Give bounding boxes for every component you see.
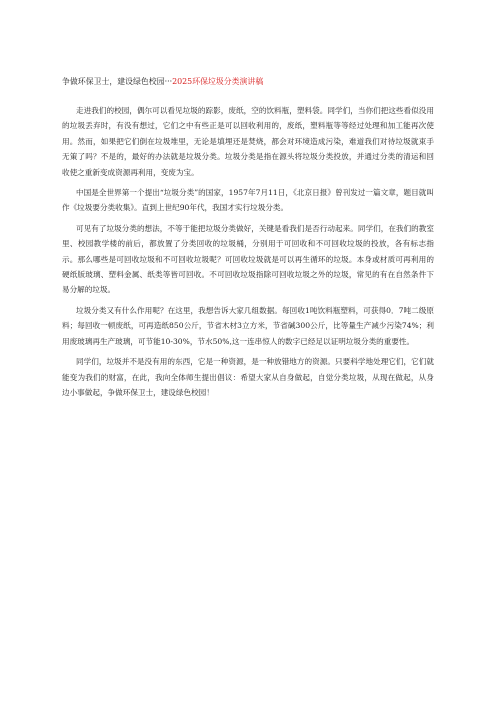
- title-highlight: 2025环保垃圾分类演讲稿: [172, 77, 264, 86]
- paragraph-intro: 走进我们的校园，偶尔可以看见垃圾的踪影，废纸，空的饮料瓶，塑料袋。同学们，当你们把这些看似没用的垃圾丢弃时，有没有想过，它们之中有些正是可以回收利用的，废纸，塑料瓶等等经过处理和加工能再次使用。然而，如果把它们倒在垃圾堆里，无论是填埋还是焚烧，都会对环境造成污染，难道我们对待垃圾就束手无策了吗？不是的，最好的办法就是垃圾分类。垃圾分类是指在源头将垃圾分类投放，并通过分类的清运和回收使之重新变成资源再利用，变废为宝。: [62, 106, 434, 177]
- document-title: [62, 76, 434, 88]
- document-page: [62, 76, 434, 405]
- title-prefix: 争做环保卫士，建设绿色校园···: [62, 77, 173, 86]
- paragraph-action: 可见有了垃圾分类的想法，不等于能把垃圾分类做好，关键是看我们是否行动起来。同学们，在我们的教室里、校园教学楼的前后，都放置了分类回收的垃圾桶，分别用于可回收和不可回收垃圾的投放，各有标志指示。那么哪些是可回收垃圾和不可回收垃圾呢？可回收垃圾就是可以再生循环的垃圾。本身或材质可再利用的硬纸版玻璃、塑料金属、纸类等皆可回收。不可回收垃圾指除可回收垃圾之外的垃圾，常见的有在自然条件下易分解的垃圾。: [62, 223, 434, 295]
- paragraph-history: 中国是全世界第一个提出“垃圾分类”的国家，1957年7月11日，《北京日报》曾刊发过一篇文章，题目就叫作《垃圾要分类收集》。直到上世纪90年代，我国才实行垃圾分类。: [62, 188, 434, 213]
- paragraph-data: 垃圾分类又有什么作用呢？在这里，我想告诉大家几组数据。每回收1吨饮料瓶塑料，可获得0．7吨二级原料；每回收一顿废纸，可再造纸850公斤，节省木材3立方米，节省碱300公斤，比等量生产减少污染74%；利用废玻璃再生产玻璃，可节能10-30%，节水50%,这一连串惊人的数字已经足以证明垃圾分类的重要性。: [62, 305, 434, 346]
- paragraph-conclusion: 同学们，垃圾并不是没有用的东西，它是一种资源，是一种放错地方的资源。只要科学地处理它们，它们就能变为我们的财富，在此，我向全体师生提出倡议：希望大家从自身做起，自觉分类垃圾，从现在做起，从身边小事做起，争做环保卫士，建设绿色校园！: [62, 357, 434, 397]
